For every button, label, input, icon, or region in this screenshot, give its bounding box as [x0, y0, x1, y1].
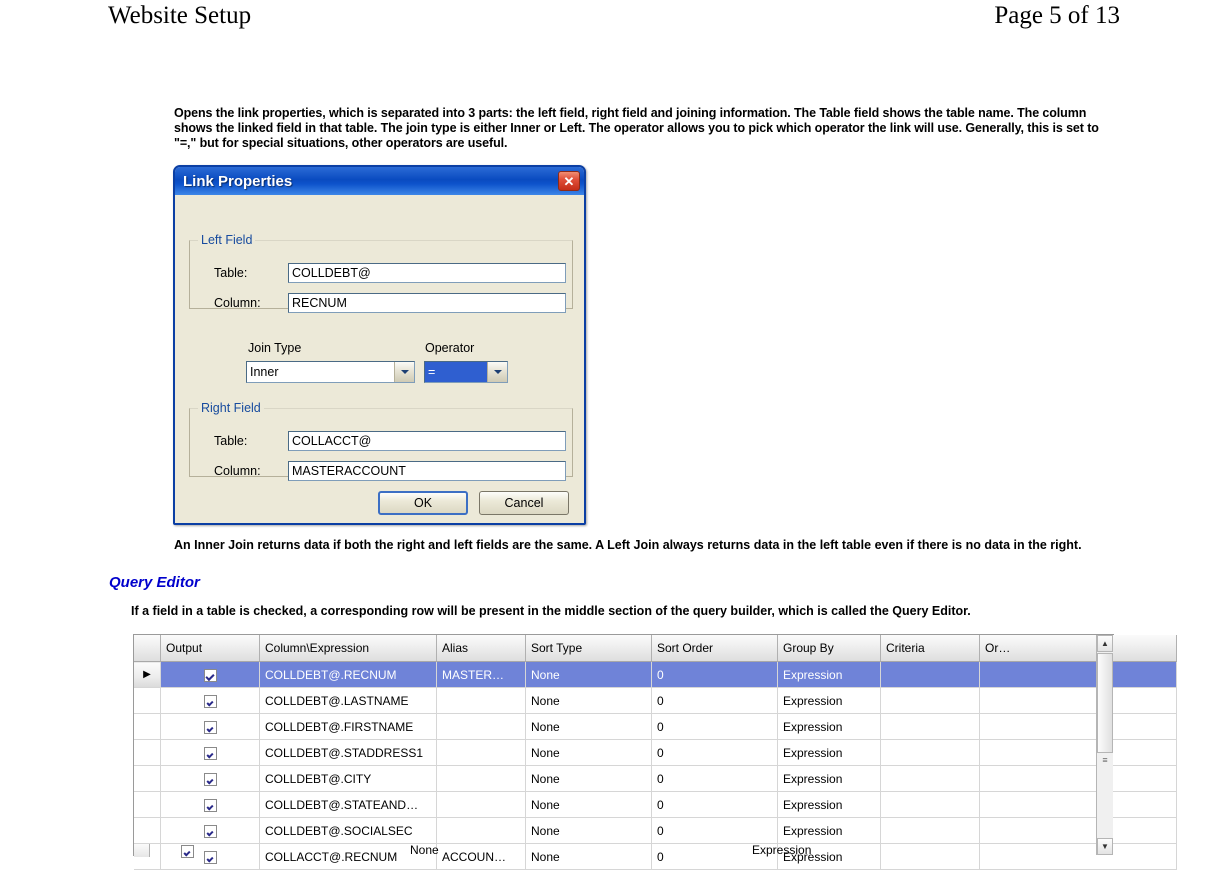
row-marker — [134, 844, 150, 857]
scrollbar-grip-icon: ≡ — [1102, 755, 1108, 765]
column-expression-cell[interactable]: COLLDEBT@.STADDRESS1 — [260, 740, 437, 766]
column-expression-cell[interactable]: COLLACCT@.RECNUM — [260, 844, 437, 870]
column-expression-cell[interactable]: COLLDEBT@.LASTNAME — [260, 688, 437, 714]
column-header-or[interactable]: Or… — [980, 635, 1177, 662]
left-field-legend: Left Field — [201, 233, 253, 247]
group-by-cell[interactable]: Expression — [778, 792, 881, 818]
criteria-cell[interactable] — [881, 714, 980, 740]
sort-type-cell[interactable]: None — [526, 688, 652, 714]
vertical-scrollbar[interactable] — [1096, 635, 1113, 855]
output-cell[interactable] — [161, 766, 260, 792]
join-settings-area — [175, 341, 584, 397]
scroll-up-button[interactable]: ▲ — [1097, 635, 1113, 652]
join-type-value: Inner — [250, 365, 279, 379]
group-by-cell[interactable]: Expression — [778, 844, 881, 870]
output-cell[interactable] — [161, 714, 260, 740]
sort-order-cell[interactable]: 0 — [652, 818, 778, 844]
left-table-label: Table: — [214, 266, 248, 280]
table-row[interactable] — [134, 662, 1177, 688]
sort-order-cell[interactable]: 0 — [652, 844, 778, 870]
output-checkbox[interactable] — [204, 669, 217, 682]
query-editor-paragraph: If a field in a table is checked, a corresponding row will be present in the middle section of the query builder, which is called the Query Editor. — [131, 604, 971, 618]
sort-type-cell[interactable]: None — [526, 662, 652, 688]
table-row[interactable] — [134, 766, 1177, 792]
alias-cell[interactable] — [437, 688, 526, 714]
criteria-cell[interactable] — [881, 688, 980, 714]
column-expression-cell[interactable]: COLLDEBT@.CITY — [260, 766, 437, 792]
operator-value: = — [425, 362, 487, 382]
page-number: Page 5 of 13 — [994, 2, 1120, 29]
or-cell[interactable] — [980, 688, 1177, 714]
group-by-cell[interactable]: Expression — [778, 818, 881, 844]
column-header-sort-type[interactable]: Sort Type — [526, 635, 652, 662]
query-editor-table — [134, 635, 1177, 870]
alias-cell[interactable]: ACCOUN… — [437, 844, 526, 870]
scroll-down-button[interactable]: ▼ — [1097, 838, 1113, 855]
ok-button[interactable]: OK — [378, 491, 468, 515]
column-expression-cell[interactable]: COLLDEBT@.RECNUM — [260, 662, 437, 688]
left-column-label: Column: — [214, 296, 261, 310]
alias-cell[interactable] — [437, 766, 526, 792]
criteria-cell[interactable] — [881, 766, 980, 792]
dialog-titlebar[interactable] — [175, 167, 584, 195]
right-column-row — [214, 461, 566, 481]
column-expression-cell[interactable]: COLLDEBT@.FIRSTNAME — [260, 714, 437, 740]
output-cell[interactable] — [161, 688, 260, 714]
or-cell[interactable] — [980, 792, 1177, 818]
column-header-output[interactable]: Output — [161, 635, 260, 662]
sort-type-cell[interactable]: None — [526, 740, 652, 766]
table-row[interactable] — [134, 688, 1177, 714]
sort-type-cell[interactable]: None — [410, 843, 439, 857]
join-type-combobox[interactable] — [246, 361, 415, 383]
table-row[interactable] — [134, 818, 1177, 844]
output-checkbox[interactable] — [204, 721, 217, 734]
row-marker — [134, 714, 161, 740]
column-expression-cell[interactable]: COLLDEBT@.STATEAND… — [260, 792, 437, 818]
criteria-cell[interactable] — [881, 792, 980, 818]
sort-order-cell[interactable]: 0 — [652, 740, 778, 766]
chevron-down-icon[interactable] — [394, 362, 414, 382]
row-marker — [134, 688, 161, 714]
join-type-label: Join Type — [248, 341, 302, 355]
or-cell[interactable] — [980, 766, 1177, 792]
or-cell[interactable] — [980, 714, 1177, 740]
intro-paragraph: Opens the link properties, which is separated into 3 parts: the left field, right field and joining information. The Table field shows the table name. The column shows the linked field in that table. The join type is either Inner or Left. The operator allows you to pick which operator the link will use. Generally, this is set to "=," but for special situations, other operators are useful. — [174, 106, 1099, 150]
current-row-arrow-icon: ▶ — [143, 668, 151, 680]
output-checkbox[interactable] — [204, 825, 217, 838]
criteria-cell[interactable] — [881, 818, 980, 844]
alias-cell[interactable] — [437, 714, 526, 740]
column-header-sort-order[interactable]: Sort Order — [652, 635, 778, 662]
note-paragraph: An Inner Join returns data if both the right and left fields are the same. A Left Join always returns data in the left table even if there is no data in the right. — [174, 538, 1082, 552]
chevron-down-icon[interactable] — [487, 362, 507, 382]
column-header-criteria[interactable]: Criteria — [881, 635, 980, 662]
group-by-cell[interactable]: Expression — [752, 843, 812, 857]
or-cell[interactable] — [980, 662, 1177, 688]
criteria-cell[interactable] — [881, 662, 980, 688]
sort-type-cell[interactable]: None — [526, 818, 652, 844]
sort-order-cell[interactable]: 0 — [652, 688, 778, 714]
right-field-legend: Right Field — [201, 401, 261, 415]
alias-cell[interactable] — [437, 818, 526, 844]
dialog-body — [175, 195, 584, 523]
section-heading-query-editor: Query Editor — [109, 574, 200, 591]
group-by-cell[interactable]: Expression — [778, 740, 881, 766]
table-row-partial[interactable] — [134, 843, 1096, 857]
operator-combobox[interactable] — [424, 361, 508, 383]
group-by-cell[interactable]: Expression — [778, 662, 881, 688]
sort-type-cell[interactable]: None — [526, 714, 652, 740]
column-header-group-by[interactable]: Group By — [778, 635, 881, 662]
output-checkbox[interactable] — [204, 695, 217, 708]
right-field-group — [189, 401, 573, 477]
sort-order-cell[interactable]: 0 — [652, 714, 778, 740]
table-header-row — [134, 635, 1177, 662]
right-table-input[interactable] — [288, 431, 566, 451]
operator-label: Operator — [425, 341, 475, 355]
group-by-cell[interactable]: Expression — [778, 688, 881, 714]
dialog-title: Link Properties — [183, 172, 293, 190]
output-checkbox[interactable] — [204, 747, 217, 760]
document-title: Website Setup — [108, 2, 252, 29]
criteria-cell[interactable] — [881, 740, 980, 766]
alias-cell[interactable] — [437, 792, 526, 818]
row-marker — [134, 766, 161, 792]
table-row[interactable] — [134, 792, 1177, 818]
left-table-input[interactable] — [288, 263, 566, 283]
left-table-row — [214, 263, 566, 283]
output-cell[interactable] — [161, 792, 260, 818]
table-row[interactable] — [134, 714, 1177, 740]
right-column-input[interactable] — [288, 461, 566, 481]
output-cell[interactable] — [161, 662, 260, 688]
cancel-button[interactable]: Cancel — [479, 491, 569, 515]
output-checkbox[interactable] — [204, 773, 217, 786]
dialog-button-row — [378, 491, 569, 515]
column-header-column-expression[interactable]: Column\Expression — [260, 635, 437, 662]
sort-type-cell[interactable]: None — [526, 844, 652, 870]
output-cell[interactable] — [161, 818, 260, 844]
row-marker — [134, 662, 161, 688]
sort-order-cell[interactable]: 0 — [652, 792, 778, 818]
right-column-label: Column: — [214, 464, 261, 478]
left-column-input[interactable] — [288, 293, 566, 313]
scrollbar-thumb[interactable] — [1097, 653, 1113, 753]
link-properties-dialog — [173, 165, 586, 525]
alias-cell[interactable]: MASTER… — [437, 662, 526, 688]
output-cell[interactable] — [161, 740, 260, 766]
alias-cell[interactable] — [437, 740, 526, 766]
or-cell[interactable] — [980, 740, 1177, 766]
sort-type-cell[interactable]: None — [526, 766, 652, 792]
query-editor-grid[interactable] — [133, 634, 1114, 864]
page-header — [0, 0, 1222, 30]
group-by-cell[interactable]: Expression — [778, 714, 881, 740]
column-expression-cell[interactable]: COLLDEBT@.SOCIALSEC — [260, 818, 437, 844]
row-marker — [134, 818, 161, 844]
right-table-row — [214, 431, 566, 451]
left-column-row — [214, 293, 566, 313]
row-marker — [134, 792, 161, 818]
table-row[interactable] — [134, 740, 1177, 766]
output-checkbox[interactable] — [181, 845, 194, 858]
left-field-group — [189, 233, 573, 309]
output-checkbox[interactable] — [204, 799, 217, 812]
row-marker-header — [134, 635, 161, 662]
output-cell[interactable] — [181, 844, 194, 858]
sort-order-cell[interactable]: 0 — [652, 766, 778, 792]
row-marker — [134, 740, 161, 766]
or-cell[interactable] — [980, 818, 1177, 844]
right-table-label: Table: — [214, 434, 248, 448]
sort-type-cell[interactable]: None — [526, 792, 652, 818]
close-icon[interactable]: ✕ — [558, 171, 580, 191]
group-by-cell[interactable]: Expression — [778, 766, 881, 792]
column-header-alias[interactable]: Alias — [437, 635, 526, 662]
sort-order-cell[interactable]: 0 — [652, 662, 778, 688]
